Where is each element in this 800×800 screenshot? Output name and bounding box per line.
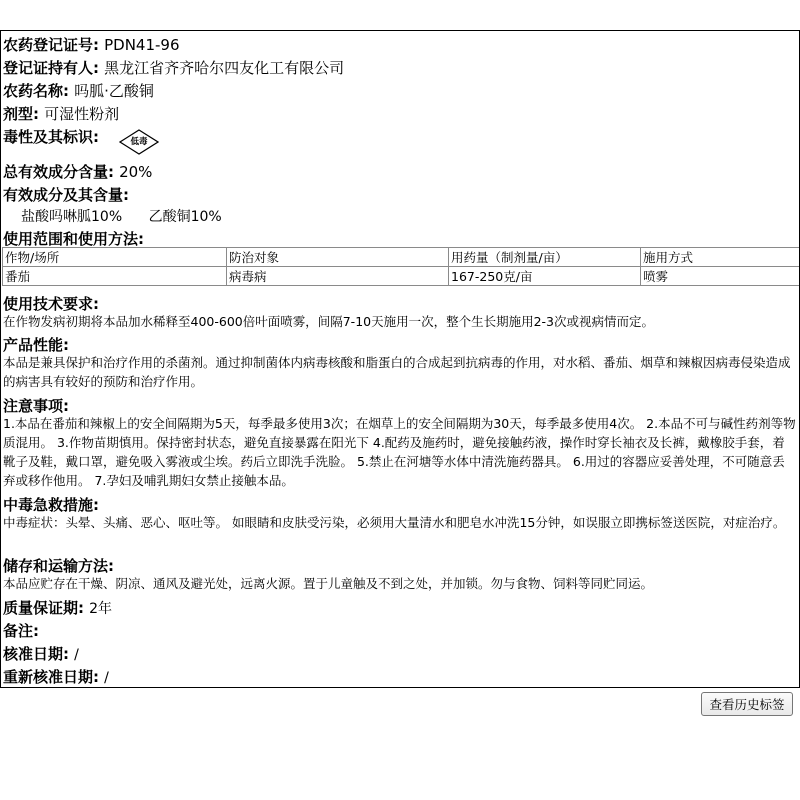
usage-table bbox=[2, 247, 800, 286]
precautions-text: 1.本品在番茄和辣椒上的安全间隔期为5天，每季最多使用3次；在烟草上的安全间隔期为30天，每季最多使用4次。 2.本品不可与碱性药剂等物质混用。 3.作物苗期慎用。保持密封状态，避免直接暴露在阳光下 4.配药及施药时，避免接触药液，操作时穿长袖衣及长裤，戴橡胶手套，着靴子及鞋，戴口罩，避免吸入雾液或尘埃。药后立即洗手洗脸。 5.禁止在河塘等水体中清洗施药器具。 6.用过的容器应妥善处理，不可随意丢弃或移作他用。 7.孕妇及哺乳期妇女禁止接触本品。 bbox=[3, 416, 796, 488]
storage-text: 本品应贮存在干燥、阴凉、通风及避光处，远离火源。置于儿童触及不到之处，并加锁。勿与食物、饲料等同贮同运。 bbox=[3, 576, 654, 591]
table-header-row bbox=[3, 248, 800, 267]
reapproval-date-row bbox=[3, 666, 797, 687]
ingredients-label: 有效成分及其含量: bbox=[3, 186, 129, 204]
low-toxicity-badge-icon bbox=[119, 129, 159, 155]
ingredient-item: 盐酸吗啉胍10% bbox=[21, 209, 123, 225]
total-content-row bbox=[3, 161, 797, 182]
approval-date-value: / bbox=[74, 647, 79, 663]
technique-heading bbox=[3, 293, 797, 314]
table-cell: 病毒病 bbox=[227, 267, 449, 286]
storage-heading bbox=[3, 555, 797, 576]
holder-value: 黑龙江省齐齐哈尔四友化工有限公司 bbox=[104, 59, 345, 77]
technique-label: 使用技术要求: bbox=[3, 295, 99, 313]
usage-heading bbox=[3, 228, 797, 249]
shelf-life-label: 质量保证期: bbox=[3, 599, 84, 617]
shelf-life-row bbox=[3, 597, 797, 618]
storage-label: 储存和运输方法: bbox=[3, 557, 114, 575]
table-cell: 167-250克/亩 bbox=[449, 267, 641, 286]
table-cell: 喷雾 bbox=[641, 267, 800, 286]
toxicity-label: 毒性及其标识: bbox=[3, 128, 99, 146]
registration-number-row bbox=[3, 34, 797, 55]
registration-number-label: 农药登记证号: bbox=[3, 36, 99, 54]
remarks-label: 备注: bbox=[3, 622, 39, 640]
total-content-value: 20% bbox=[119, 163, 153, 181]
reapproval-date-label: 重新核准日期: bbox=[3, 668, 99, 686]
performance-heading bbox=[3, 334, 797, 355]
table-header-cell: 施用方式 bbox=[641, 248, 800, 267]
formulation-value: 可湿性粉剂 bbox=[44, 105, 120, 123]
first-aid-text: 中毒症状：头晕、头痛、恶心、呕吐等。 如眼睛和皮肤受污染，必须用大量清水和肥皂水冲洗15分钟，如误服立即携标签送医院，对症治疗。 bbox=[3, 515, 786, 530]
toxicity-badge-text: 低毒 bbox=[130, 137, 148, 147]
precautions-label: 注意事项: bbox=[3, 397, 69, 415]
shelf-life-value: 2年 bbox=[89, 601, 113, 617]
table-cell: 番茄 bbox=[3, 267, 227, 286]
holder-label: 登记证持有人: bbox=[3, 59, 99, 77]
technique-text: 在作物发病初期将本品加水稀释至400-600倍叶面喷雾，间隔7-10天施用一次，整个生长期施用2-3次或视病情而定。 bbox=[3, 314, 655, 329]
ingredients-row bbox=[3, 184, 797, 205]
first-aid-heading bbox=[3, 494, 797, 515]
table-header-cell: 防治对象 bbox=[227, 248, 449, 267]
approval-date-row bbox=[3, 643, 797, 664]
remarks-row bbox=[3, 620, 797, 641]
view-history-labels-button[interactable]: 查看历史标签 bbox=[701, 692, 793, 716]
usage-label: 使用范围和使用方法: bbox=[3, 230, 144, 248]
pesticide-name-label: 农药名称: bbox=[3, 82, 69, 100]
total-content-label: 总有效成分含量: bbox=[3, 163, 114, 181]
reapproval-date-value: / bbox=[104, 670, 109, 686]
table-row bbox=[3, 267, 800, 286]
ingredients-list bbox=[21, 206, 797, 226]
table-header-cell: 用药量（制剂量/亩） bbox=[449, 248, 641, 267]
holder-row bbox=[3, 57, 797, 78]
formulation-row bbox=[3, 103, 797, 124]
ingredient-item: 乙酸铜10% bbox=[148, 209, 222, 225]
registration-number-value: PDN41-96 bbox=[104, 36, 180, 54]
performance-label: 产品性能: bbox=[3, 336, 69, 354]
first-aid-label: 中毒急救措施: bbox=[3, 496, 99, 514]
label-info-panel bbox=[0, 30, 800, 688]
pesticide-name-row bbox=[3, 80, 797, 101]
table-header-cell: 作物/场所 bbox=[3, 248, 227, 267]
pesticide-name-value: 吗胍·乙酸铜 bbox=[74, 82, 154, 100]
precautions-heading bbox=[3, 395, 797, 416]
performance-text: 本品是兼具保护和治疗作用的杀菌剂。通过抑制菌体内病毒核酸和脂蛋白的合成起到抗病毒的作用，对水稻、番茄、烟草和辣椒因病毒侵染造成的病害具有较好的预防和治疗作用。 bbox=[3, 355, 791, 389]
approval-date-label: 核准日期: bbox=[3, 645, 69, 663]
formulation-label: 剂型: bbox=[3, 105, 39, 123]
